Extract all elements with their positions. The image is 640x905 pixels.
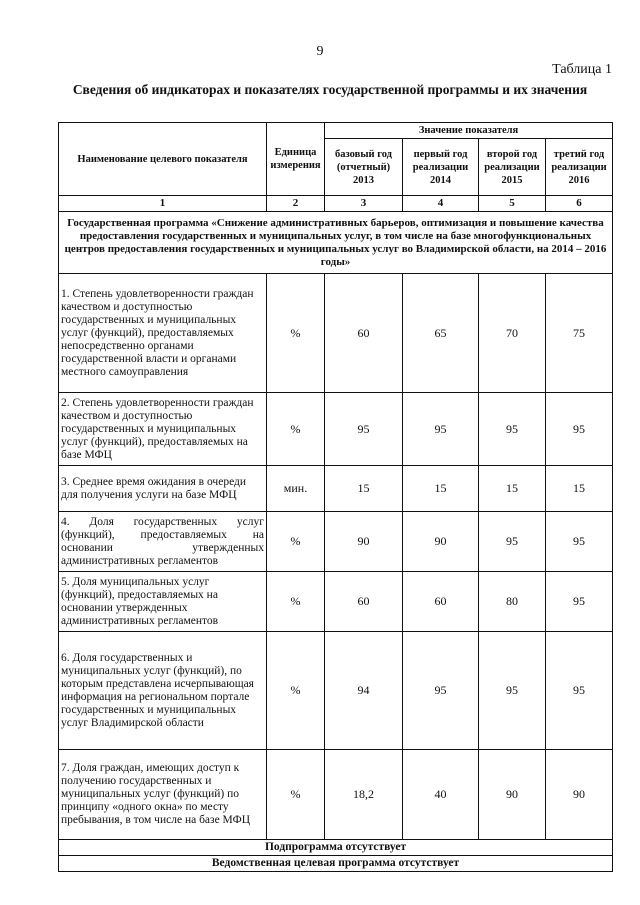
indicator-name: 5. Доля муниципальных услуг (функций), предоставляемых на основании утвержденных административных регламентов	[59, 572, 267, 632]
document-title: Сведения об индикаторах и показателях государственной программы и их значения	[72, 82, 588, 97]
indicator-unit: %	[267, 393, 325, 466]
header-year-2016: третий год реализации 2016	[546, 139, 613, 196]
column-number: 1	[59, 196, 267, 212]
indicators-table	[58, 122, 613, 872]
value-2016: 15	[546, 466, 613, 512]
value-2013: 60	[325, 572, 403, 632]
value-2013: 60	[325, 274, 403, 393]
table-row	[59, 274, 613, 393]
page-number: 9	[316, 44, 324, 59]
header-name: Наименование целевого показателя	[59, 123, 267, 196]
column-number: 5	[479, 196, 546, 212]
table-row	[59, 572, 613, 632]
indicator-name: 1. Степень удовлетворенности граждан качеством и доступностью государственных и муниципальных услуг (функций), предоставляемых непосредственно органами государственной власти и органами местного самоуправления	[59, 274, 267, 393]
table-row	[59, 632, 613, 750]
value-2014: 60	[403, 572, 479, 632]
departmental-program-note: Ведомственная целевая программа отсутствует	[59, 856, 613, 872]
value-2013: 18,2	[325, 750, 403, 840]
value-2013: 15	[325, 466, 403, 512]
subprogram-note: Подпрограмма отсутствует	[59, 840, 613, 856]
value-2016: 95	[546, 512, 613, 572]
value-2014: 95	[403, 393, 479, 466]
value-2013: 94	[325, 632, 403, 750]
value-2014: 65	[403, 274, 479, 393]
value-2015: 80	[479, 572, 546, 632]
value-2014: 40	[403, 750, 479, 840]
value-2013: 90	[325, 512, 403, 572]
table-row	[59, 393, 613, 466]
departmental-program-row	[59, 856, 613, 872]
value-2015: 95	[479, 632, 546, 750]
value-2015: 70	[479, 274, 546, 393]
header-unit: Единица измерения	[267, 123, 325, 196]
column-number: 4	[403, 196, 479, 212]
column-number: 3	[325, 196, 403, 212]
value-2015: 95	[479, 393, 546, 466]
indicator-unit: мин.	[267, 466, 325, 512]
indicator-name: 4. Доля государственных услуг (функций), предоставляемых на основании утвержденных административных регламентов	[59, 512, 267, 572]
indicator-unit: %	[267, 274, 325, 393]
value-2016: 95	[546, 572, 613, 632]
indicator-unit: %	[267, 632, 325, 750]
column-number: 6	[546, 196, 613, 212]
header-year-2013: базовый год (отчетный) 2013	[325, 139, 403, 196]
value-2016: 95	[546, 393, 613, 466]
header-values-group: Значение показателя	[325, 123, 613, 139]
table-row	[59, 750, 613, 840]
value-2015: 15	[479, 466, 546, 512]
indicator-name: 6. Доля государственных и муниципальных услуг (функций), по которым представлена исчерпывающая информация на региональном портале государственных и муниципальных услуг Владимирской области	[59, 632, 267, 750]
indicator-name: 3. Среднее время ожидания в очереди для получения услуги на базе МФЦ	[59, 466, 267, 512]
indicator-unit: %	[267, 750, 325, 840]
indicator-unit: %	[267, 572, 325, 632]
value-2015: 90	[479, 750, 546, 840]
value-2015: 95	[479, 512, 546, 572]
program-title-row	[59, 212, 613, 274]
table-row	[59, 466, 613, 512]
column-number: 2	[267, 196, 325, 212]
value-2013: 95	[325, 393, 403, 466]
value-2014: 15	[403, 466, 479, 512]
value-2016: 95	[546, 632, 613, 750]
value-2016: 90	[546, 750, 613, 840]
table-row	[59, 512, 613, 572]
indicator-name: 2. Степень удовлетворенности граждан качеством и доступностью государственных и муниципальных услуг (функций), предоставляемых на базе МФЦ	[59, 393, 267, 466]
indicator-name: 7. Доля граждан, имеющих доступ к получению государственных и муниципальных услуг (функций) по принципу «одного окна» по месту пребывания, в том числе на базе МФЦ	[59, 750, 267, 840]
subprogram-row	[59, 840, 613, 856]
value-2014: 95	[403, 632, 479, 750]
table-label: Таблица 1	[552, 62, 612, 77]
header-row-1	[59, 123, 613, 139]
column-numbers-row	[59, 196, 613, 212]
indicator-unit: %	[267, 512, 325, 572]
value-2016: 75	[546, 274, 613, 393]
program-title: Государственная программа «Снижение административных барьеров, оптимизация и повышение качества предоставления государственных и муниципальных услуг, в том числе на базе многофункциональных центров предоставления государственных и муниципальных услуг во Владимирской области, на 2014 – 2016 годы»	[59, 212, 613, 274]
value-2014: 90	[403, 512, 479, 572]
header-year-2014: первый год реализации 2014	[403, 139, 479, 196]
header-year-2015: второй год реализации 2015	[479, 139, 546, 196]
